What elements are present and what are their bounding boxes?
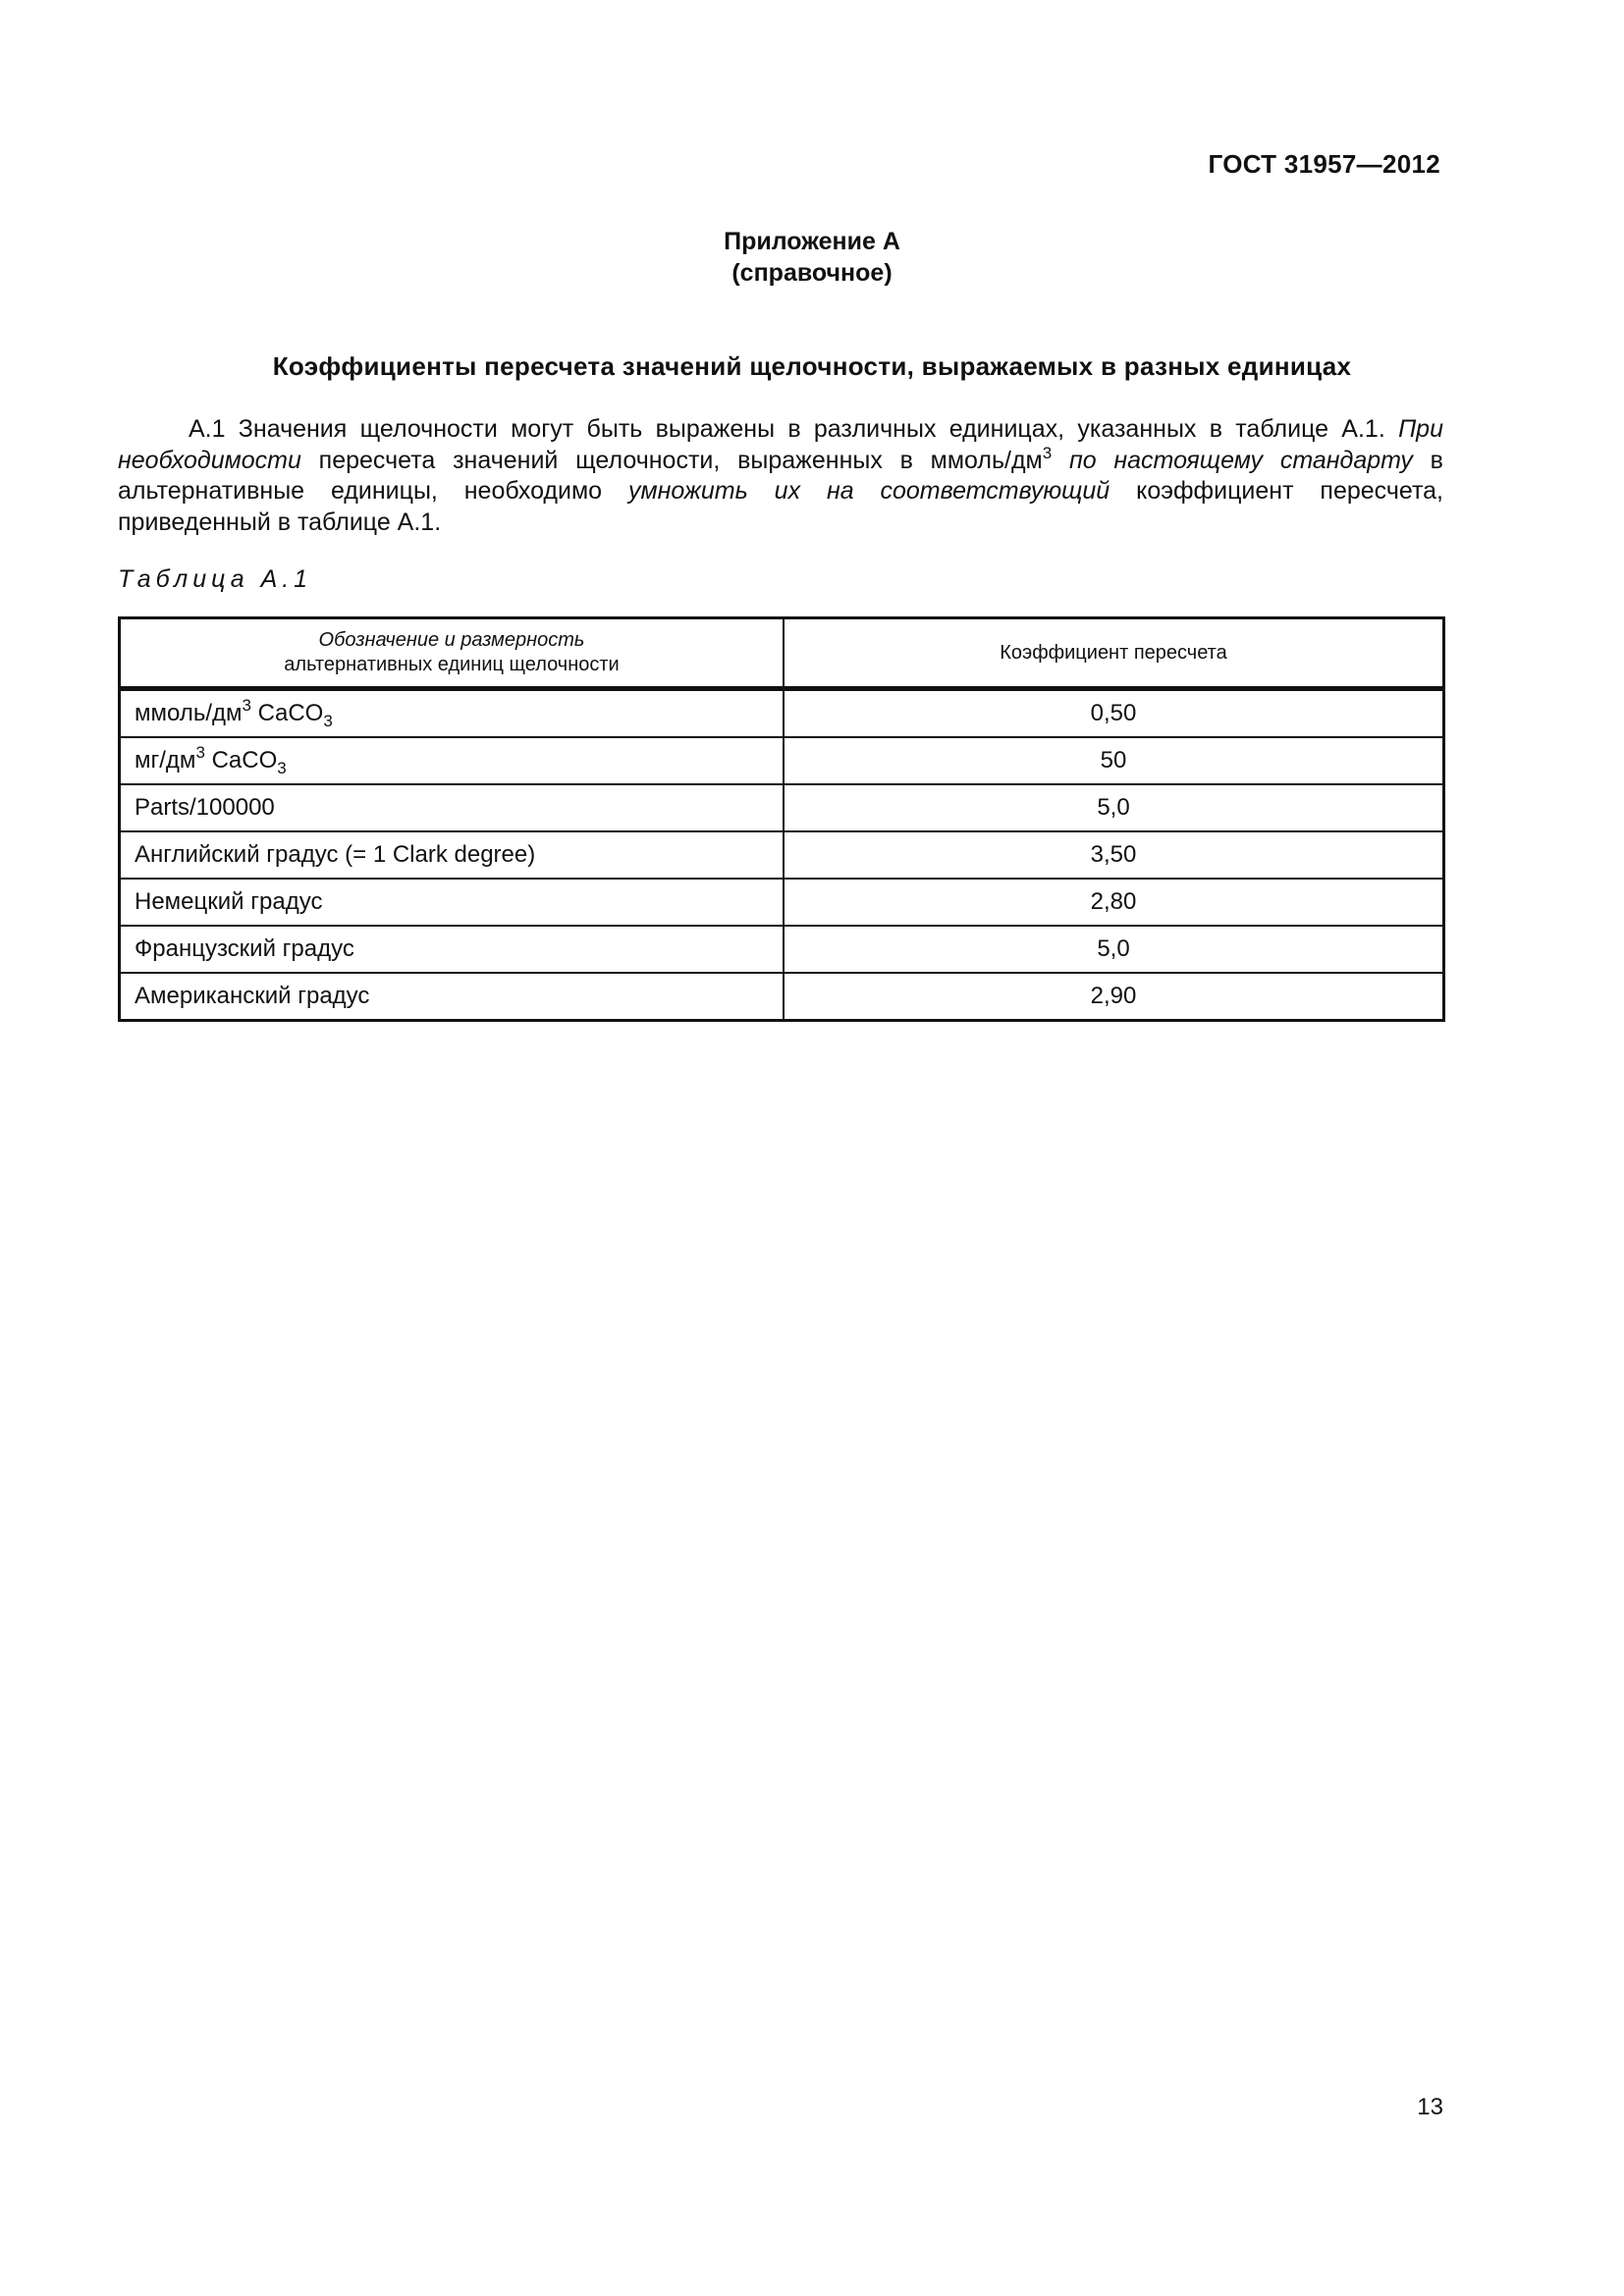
table-row — [120, 879, 1444, 926]
unit-header-line2: альтернативных единиц щелочности — [284, 654, 620, 675]
value-cell: 3,50 — [784, 831, 1444, 879]
paragraph-text: в альтернативные единицы, необходимо — [118, 446, 1443, 505]
appendix-title: Приложение А — [724, 228, 900, 255]
paragraph-italic: по настоящему стандарту — [1068, 446, 1413, 474]
appendix-heading — [0, 226, 1624, 289]
value-cell: 50 — [784, 737, 1444, 784]
paragraph-italic: умножить их на соответствующий — [627, 477, 1110, 505]
appendix-subtitle: (справочное) — [731, 259, 893, 287]
unit-cell — [120, 689, 785, 738]
unit-cell: Немецкий градус — [120, 879, 785, 926]
conversion-table — [118, 616, 1445, 1022]
page-number: 13 — [1417, 2094, 1443, 2120]
superscript: 3 — [195, 743, 205, 762]
table-row — [120, 973, 1444, 1021]
superscript: 3 — [242, 696, 251, 715]
table-header-row — [120, 618, 1444, 689]
paragraph-text: коэффициент пересчета, приведенный в таблице А.1. — [118, 477, 1443, 536]
unit-cell: Английский градус (= 1 Clark degree) — [120, 831, 785, 879]
body-paragraph — [118, 414, 1443, 538]
unit-text: CaCO — [204, 747, 278, 774]
value-cell: 5,0 — [784, 926, 1444, 973]
section-title: Коэффициенты пересчета значений щелочности, выражаемых в разных единицах — [272, 351, 1352, 381]
unit-cell — [120, 737, 785, 784]
table-row — [120, 926, 1444, 973]
unit-text: мг/дм — [135, 747, 196, 774]
table-row — [120, 737, 1444, 784]
table-row — [120, 689, 1444, 738]
unit-cell: Французский градус — [120, 926, 785, 973]
table-row — [120, 831, 1444, 879]
paragraph-text — [1052, 447, 1069, 474]
unit-text: ммоль/дм — [135, 700, 243, 726]
unit-column-header — [120, 618, 785, 689]
unit-text: CaCO — [250, 700, 324, 726]
subscript: 3 — [277, 759, 287, 777]
unit-cell: Parts/100000 — [120, 784, 785, 831]
document-code: ГОСТ 31957—2012 — [1208, 149, 1440, 179]
value-cell: 5,0 — [784, 784, 1444, 831]
unit-header-line1: Обозначение и размерность — [318, 629, 585, 651]
value-cell: 0,50 — [784, 689, 1444, 738]
coefficient-column-header: Коэффициент пересчета — [784, 618, 1444, 689]
paragraph-text: пересчета значений щелочности, выраженных в ммоль/дм — [300, 446, 1043, 474]
table-row — [120, 784, 1444, 831]
paragraph-italic: При необходимости — [118, 415, 1443, 474]
superscript: 3 — [1042, 443, 1053, 462]
value-cell: 2,80 — [784, 879, 1444, 926]
table-caption: Таблица А.1 — [118, 565, 313, 593]
paragraph-text: А.1 Значения щелочности могут быть выражены в различных единицах, указанных в таблице А.1. — [189, 415, 1399, 443]
value-cell: 2,90 — [784, 973, 1444, 1021]
subscript: 3 — [323, 712, 333, 730]
unit-cell: Американский градус — [120, 973, 785, 1021]
